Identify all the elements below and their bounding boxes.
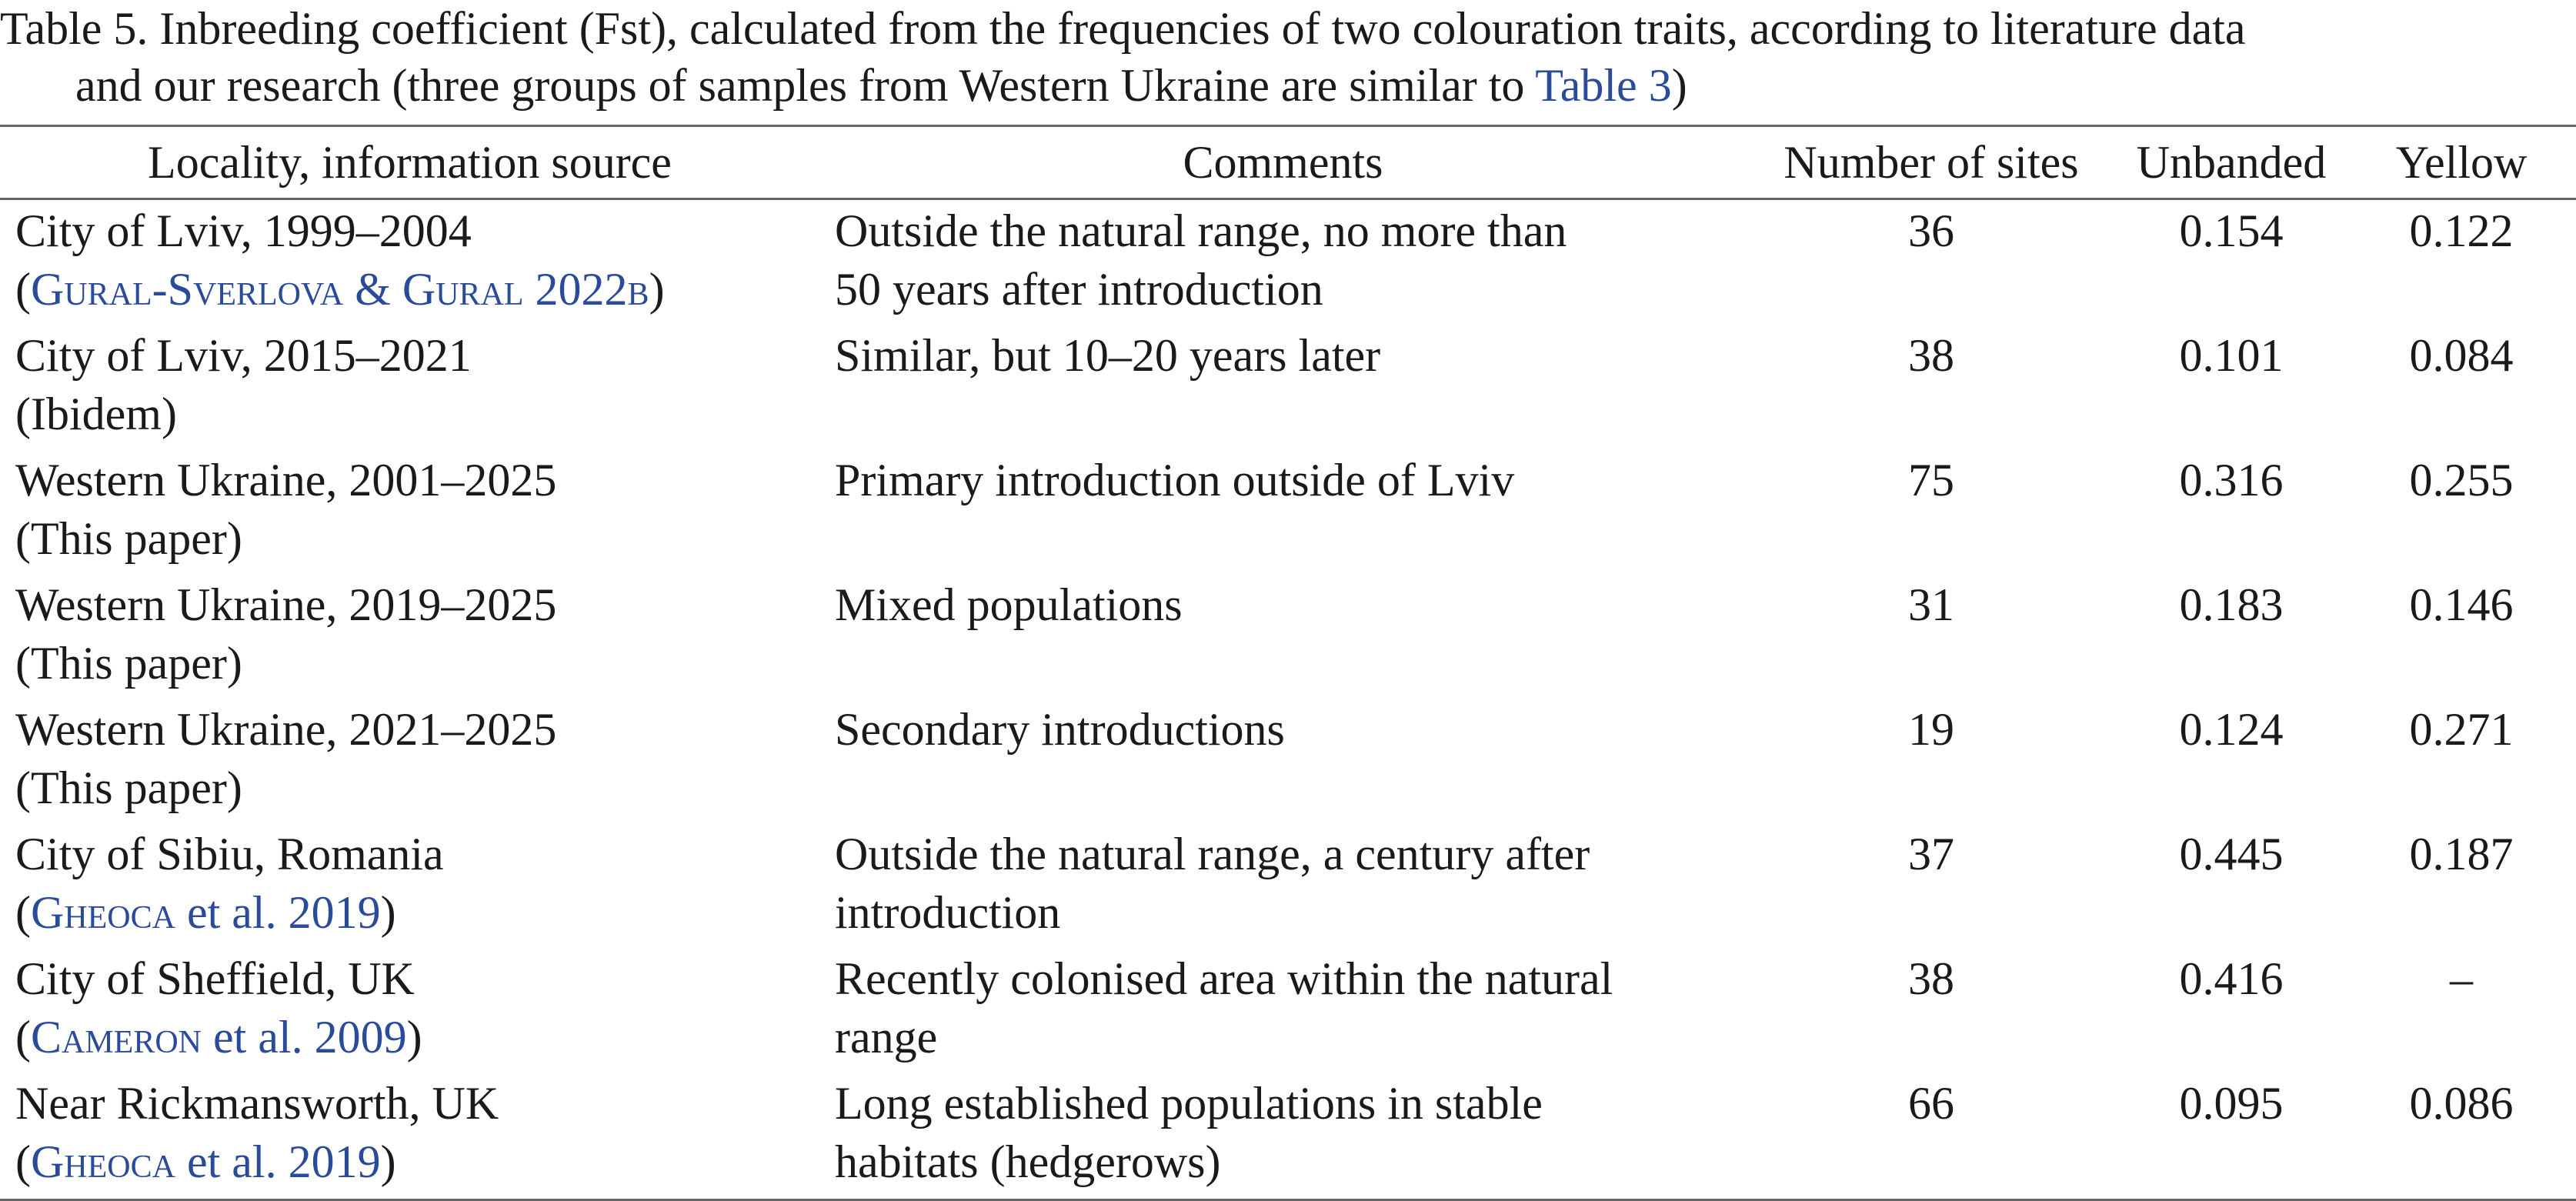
source-open-paren: ( bbox=[15, 1136, 31, 1187]
source-close-paren: ) bbox=[406, 1012, 422, 1063]
header-yellow: Yellow bbox=[2395, 137, 2528, 188]
comments-line: introduction bbox=[835, 887, 1061, 938]
locality-cell bbox=[0, 326, 819, 451]
locality-name: Western Ukraine, 2021–2025 bbox=[15, 704, 557, 755]
comments-line: Recently colonised area within the natural bbox=[835, 953, 1613, 1004]
caption-line-1: Table 5. Inbreeding coefficient (Fst), calculated from the frequencies of two colouration traits, according to literature data bbox=[0, 3, 2246, 54]
citation-link[interactable] bbox=[31, 887, 381, 938]
source-citation bbox=[15, 509, 819, 568]
number-of-sites-cell: 38 bbox=[1908, 953, 1954, 1004]
fst-table bbox=[0, 125, 2576, 1201]
comments-cell bbox=[819, 949, 1747, 1074]
number-of-sites-cell: 31 bbox=[1908, 579, 1954, 630]
locality-cell bbox=[0, 1074, 819, 1200]
unbanded-cell: 0.095 bbox=[2179, 1078, 2284, 1129]
unbanded-cell: 0.124 bbox=[2179, 704, 2284, 755]
unbanded-cell: 0.154 bbox=[2179, 205, 2284, 256]
yellow-cell: 0.271 bbox=[2409, 704, 2514, 755]
table-row bbox=[0, 326, 2576, 451]
citation-text: This paper bbox=[30, 762, 227, 813]
table-row bbox=[0, 825, 2576, 949]
citation-text: This paper bbox=[30, 513, 227, 564]
locality-cell bbox=[0, 700, 819, 825]
source-close-paren: ) bbox=[161, 389, 177, 439]
source-close-paren: ) bbox=[226, 638, 242, 689]
number-of-sites-cell: 37 bbox=[1908, 829, 1954, 879]
citation-text: This paper bbox=[30, 638, 227, 689]
comments-cell bbox=[819, 575, 1747, 700]
number-of-sites-cell: 75 bbox=[1908, 455, 1954, 505]
locality-name: Western Ukraine, 2019–2025 bbox=[15, 579, 557, 630]
source-close-paren: ) bbox=[226, 513, 242, 564]
source-citation bbox=[15, 883, 819, 942]
citation-year: et al. 2019 bbox=[175, 1136, 381, 1187]
locality-name: City of Lviv, 2015–2021 bbox=[15, 330, 472, 381]
citation-author: Cameron bbox=[30, 1012, 202, 1063]
source-citation bbox=[15, 1133, 819, 1191]
comments-line: Outside the natural range, a century after bbox=[835, 829, 1590, 879]
unbanded-cell: 0.101 bbox=[2179, 330, 2284, 381]
source-open-paren: ( bbox=[15, 1012, 31, 1063]
table-row bbox=[0, 700, 2576, 825]
locality-cell bbox=[0, 825, 819, 949]
comments-line: range bbox=[835, 1012, 938, 1063]
source-open-paren: ( bbox=[15, 887, 31, 938]
source-close-paren: ) bbox=[380, 1136, 396, 1187]
source-open-paren: ( bbox=[15, 762, 31, 813]
citation-year: et al. 2019 bbox=[175, 887, 381, 938]
source-open-paren: ( bbox=[15, 638, 31, 689]
comments-cell bbox=[819, 1074, 1747, 1200]
locality-name: City of Lviv, 1999–2004 bbox=[15, 205, 472, 256]
comments-line: Mixed populations bbox=[835, 579, 1183, 630]
locality-cell bbox=[0, 199, 819, 327]
caption-text: and our research (three groups of samples from Western Ukraine are similar to bbox=[75, 60, 1536, 111]
yellow-cell: 0.255 bbox=[2409, 455, 2514, 505]
citation-link[interactable] bbox=[31, 264, 649, 315]
locality-name: City of Sheffield, UK bbox=[15, 953, 415, 1004]
source-citation bbox=[15, 759, 819, 817]
comments-cell bbox=[819, 326, 1747, 451]
source-citation bbox=[15, 385, 819, 443]
comments-line: Secondary introductions bbox=[835, 704, 1285, 755]
yellow-cell: 0.086 bbox=[2409, 1078, 2514, 1129]
yellow-cell: 0.187 bbox=[2409, 829, 2514, 879]
source-citation bbox=[15, 1008, 819, 1066]
table-row bbox=[0, 451, 2576, 575]
locality-cell bbox=[0, 949, 819, 1074]
header-locality: Locality, information source bbox=[148, 137, 672, 188]
citation-year: et al. 2009 bbox=[202, 1012, 407, 1063]
table-3-link[interactable]: Table 3 bbox=[1535, 60, 1672, 111]
source-close-paren: ) bbox=[380, 887, 396, 938]
comments-line: Similar, but 10–20 years later bbox=[835, 330, 1381, 381]
yellow-cell: 0.122 bbox=[2409, 205, 2514, 256]
yellow-cell: 0.084 bbox=[2409, 330, 2514, 381]
table-row bbox=[0, 1074, 2576, 1200]
unbanded-cell: 0.416 bbox=[2179, 953, 2284, 1004]
number-of-sites-cell: 66 bbox=[1908, 1078, 1954, 1129]
table-caption bbox=[0, 0, 2576, 114]
unbanded-cell: 0.445 bbox=[2179, 829, 2284, 879]
unbanded-cell: 0.183 bbox=[2179, 579, 2284, 630]
comments-line: habitats (hedgerows) bbox=[835, 1136, 1221, 1187]
number-of-sites-cell: 36 bbox=[1908, 205, 1954, 256]
number-of-sites-cell: 38 bbox=[1908, 330, 1954, 381]
header-unbanded: Unbanded bbox=[2136, 137, 2327, 188]
number-of-sites-cell: 19 bbox=[1908, 704, 1954, 755]
caption-close-paren: ) bbox=[1671, 60, 1687, 111]
source-close-paren: ) bbox=[649, 264, 665, 315]
locality-name: Near Rickmansworth, UK bbox=[15, 1078, 499, 1129]
locality-cell bbox=[0, 575, 819, 700]
comments-cell bbox=[819, 825, 1747, 949]
source-citation bbox=[15, 634, 819, 692]
citation-author: Gheoca bbox=[30, 1136, 175, 1187]
unbanded-cell: 0.316 bbox=[2179, 455, 2284, 505]
comments-line: 50 years after introduction bbox=[835, 264, 1323, 315]
table-row bbox=[0, 949, 2576, 1074]
comments-cell bbox=[819, 199, 1747, 327]
table-row bbox=[0, 575, 2576, 700]
source-open-paren: ( bbox=[15, 389, 31, 439]
locality-name: City of Sibiu, Romania bbox=[15, 829, 444, 879]
comments-line: Primary introduction outside of Lviv bbox=[835, 455, 1515, 505]
comments-line: Outside the natural range, no more than bbox=[835, 205, 1567, 256]
citation-link[interactable] bbox=[31, 1012, 407, 1063]
citation-text: Ibidem bbox=[30, 389, 162, 439]
source-open-paren: ( bbox=[15, 513, 31, 564]
comments-cell bbox=[819, 451, 1747, 575]
caption-line-2 bbox=[0, 57, 2576, 114]
source-citation bbox=[15, 260, 819, 319]
citation-author: Gheoca bbox=[30, 887, 175, 938]
header-comments: Comments bbox=[1183, 137, 1383, 188]
source-close-paren: ) bbox=[226, 762, 242, 813]
header-row bbox=[0, 126, 2576, 199]
yellow-cell: 0.146 bbox=[2409, 579, 2514, 630]
header-number-of-sites: Number of sites bbox=[1784, 137, 2079, 188]
comments-cell bbox=[819, 700, 1747, 825]
citation-author: Gural-Sverlova & Gural 2022b bbox=[30, 264, 649, 315]
citation-link[interactable] bbox=[31, 1136, 381, 1187]
locality-cell bbox=[0, 451, 819, 575]
table-row bbox=[0, 199, 2576, 327]
locality-name: Western Ukraine, 2001–2025 bbox=[15, 455, 557, 505]
source-open-paren: ( bbox=[15, 264, 31, 315]
yellow-cell: – bbox=[2450, 953, 2473, 1004]
comments-line: Long established populations in stable bbox=[835, 1078, 1543, 1129]
